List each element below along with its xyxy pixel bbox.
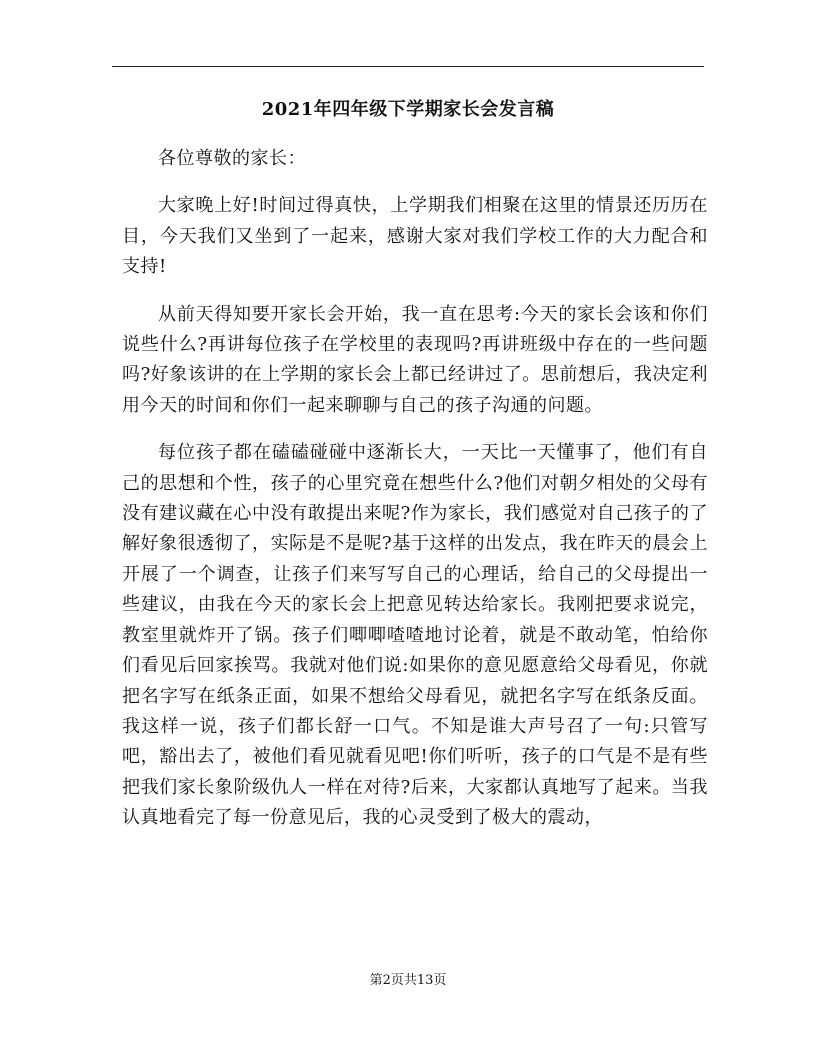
paragraph-greeting: 大家晚上好!时间过得真快，上学期我们相聚在这里的情景还历历在目，今天我们又坐到了一起来，感谢大家对我们学校工作的大力配合和支持! — [122, 195, 708, 278]
paragraph-survey: 每位孩子都在磕磕碰碰中逐渐长大，一天比一天懂事了，他们有自己的思想和个性，孩子的心里究竟在想些什么?他们对朝夕相处的父母有没有建议藏在心中没有敢提出来呢?作为家长，我们感觉对自己孩子的了解好象很透彻了，实际是不是呢?基于这样的出发点，我在昨天的晨会上开展了一个调查，让孩子们来写写自己的心理话，给自己的父母提出一些建议，由我在今天的家长会上把意见转达给家长。我刚把要求说完，教室里就炸开了锅。孩子们唧唧喳喳地讨论着，就是不敢动笔，怕给你们看见后回家挨骂。我就对他们说:如果你的意见愿意给父母看见，你就把名字写在纸条正面，如果不想给父母看见，就把名字写在纸条反面。我这样一说，孩子们都长舒一口气。不知是谁大声号召了一句:只管写吧，豁出去了，被他们看见就看见吧!你们听听，孩子的口气是不是有些把我们家长象阶级仇人一样在对待?后来，大家都认真地写了起来。当我认真地看完了每一份意见后，我的心灵受到了极大的震动， — [122, 442, 708, 829]
header-rule — [112, 66, 704, 67]
salutation: 各位尊敬的家长： — [158, 148, 306, 169]
document-body — [122, 144, 708, 834]
document-title: 2021年四年级下学期家长会发言稿 — [261, 99, 555, 120]
page-footer: 第2页共13页 — [369, 973, 447, 988]
paragraph-topic: 从前天得知要开家长会开始，我一直在思考:今天的家长会该和你们说些什么?再讲每位孩子在学校里的表现吗?再讲班级中存在的一些问题吗?好象该讲的在上学期的家长会上都已经讲过了。思前想后，我决定利用今天的时间和你们一起来聊聊与自己的孩子沟通的问题。 — [122, 303, 708, 416]
